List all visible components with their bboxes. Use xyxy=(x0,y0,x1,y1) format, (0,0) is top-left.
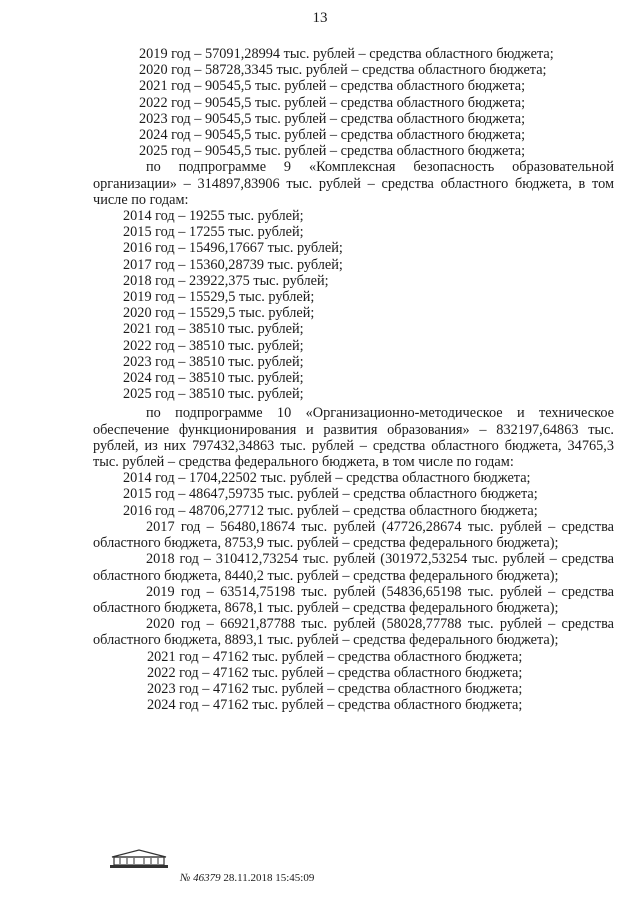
funding-line: 2021 год – 90545,5 тыс. рублей – средства областного бюджета; xyxy=(139,78,526,95)
block-a xyxy=(93,46,614,159)
funding-line: 2018 год – 23922,375 тыс. рублей; xyxy=(123,272,329,289)
funding-line: 2022 год – 90545,5 тыс. рублей – средства областного бюджета; xyxy=(139,94,526,111)
subprogram-9-paragraph xyxy=(93,159,614,208)
funding-line: 2021 год – 38510 тыс. рублей; xyxy=(123,321,304,338)
funding-line: 2024 год – 90545,5 тыс. рублей – средства областного бюджета; xyxy=(139,127,526,144)
funding-line: 2017 год – 15360,28739 тыс. рублей; xyxy=(123,256,343,273)
funding-line: 2025 год – 90545,5 тыс. рублей – средства областного бюджета; xyxy=(139,143,526,160)
year-2017-text: 2017 год – 56480,18674 тыс. рублей (47726,28674 тыс. рублей – средства областного бюджета, 8753,9 тыс. рублей – средства федерального бюджета); xyxy=(93,518,614,552)
subprogram-9-text: по подпрограмме 9 «Комплексная безопасность образовательной организации» – 314897,83906 тыс. рублей – средства областного бюджета, в том числе по годам: xyxy=(93,159,614,208)
funding-line: 2021 год – 47162 тыс. рублей – средства областного бюджета; xyxy=(147,648,523,665)
block-d xyxy=(93,649,614,714)
funding-line: 2023 год – 90545,5 тыс. рублей – средства областного бюджета; xyxy=(139,110,526,127)
funding-line: 2020 год – 15529,5 тыс. рублей; xyxy=(123,305,315,322)
document-body xyxy=(93,46,614,713)
funding-line: 2024 год – 47162 тыс. рублей – средства областного бюджета; xyxy=(147,697,523,714)
subprogram-10-text: по подпрограмме 10 «Организационно-методическое и техническое обеспечение функционирования и развития образования» – 832197,64863 тыс. рублей, из них 797432,34863 тыс. рублей – средства областного бюджета, 34765,3 тыс. рублей – средства федерального бюджета, в том числе по годам: xyxy=(93,405,614,471)
funding-line: 2014 год – 1704,22502 тыс. рублей – средства областного бюджета; xyxy=(123,470,531,487)
subprogram-10-paragraph xyxy=(93,405,614,470)
funding-line: 2020 год – 58728,3345 тыс. рублей – средства областного бюджета; xyxy=(139,62,547,79)
building-logo-icon xyxy=(108,848,170,870)
funding-line: 2019 год – 57091,28994 тыс. рублей – средства областного бюджета; xyxy=(139,46,554,62)
page-number: 13 xyxy=(312,10,328,26)
funding-line: 2023 год – 38510 тыс. рублей; xyxy=(123,353,304,370)
funding-line: 2016 год – 48706,27712 тыс. рублей – средства областного бюджета; xyxy=(123,502,538,519)
year-2017-paragraph xyxy=(93,519,614,551)
registration-stamp xyxy=(180,872,314,884)
year-2020-text: 2020 год – 66921,87788 тыс. рублей (58028,77788 тыс. рублей – средства областного бюджета, 8893,1 тыс. рублей – средства федерального бюджета); xyxy=(93,616,614,649)
funding-line: 2015 год – 48647,59735 тыс. рублей – средства областного бюджета; xyxy=(123,486,538,503)
funding-line: 2016 год – 15496,17667 тыс. рублей; xyxy=(123,240,343,257)
year-2019-text: 2019 год – 63514,75198 тыс. рублей (54836,65198 тыс. рублей – средства областного бюджета, 8678,1 тыс. рублей – средства федерального бюджета); xyxy=(93,583,614,616)
funding-line: 2025 год – 38510 тыс. рублей; xyxy=(123,386,304,403)
year-2019-paragraph xyxy=(93,584,614,616)
funding-line: 2015 год – 17255 тыс. рублей; xyxy=(123,224,304,241)
year-2018-paragraph xyxy=(93,551,614,583)
funding-line: 2022 год – 38510 тыс. рублей; xyxy=(123,337,304,354)
funding-line: 2014 год – 19255 тыс. рублей; xyxy=(123,208,304,225)
funding-line: 2019 год – 15529,5 тыс. рублей; xyxy=(123,289,315,306)
block-b xyxy=(93,208,614,402)
stamp-number: № 46379 xyxy=(180,872,221,884)
funding-line: 2023 год – 47162 тыс. рублей – средства областного бюджета; xyxy=(147,680,523,697)
funding-line: 2024 год – 38510 тыс. рублей; xyxy=(123,370,304,387)
year-2020-paragraph xyxy=(93,616,614,648)
block-c xyxy=(93,470,614,519)
stamp-datetime: 28.11.2018 15:45:09 xyxy=(223,872,315,884)
year-2018-text: 2018 год – 310412,73254 тыс. рублей (301972,53254 тыс. рублей – средства областного бюджета, 8440,2 тыс. рублей – средства федерального бюджета); xyxy=(93,551,614,584)
funding-line: 2022 год – 47162 тыс. рублей – средства областного бюджета; xyxy=(147,664,523,681)
